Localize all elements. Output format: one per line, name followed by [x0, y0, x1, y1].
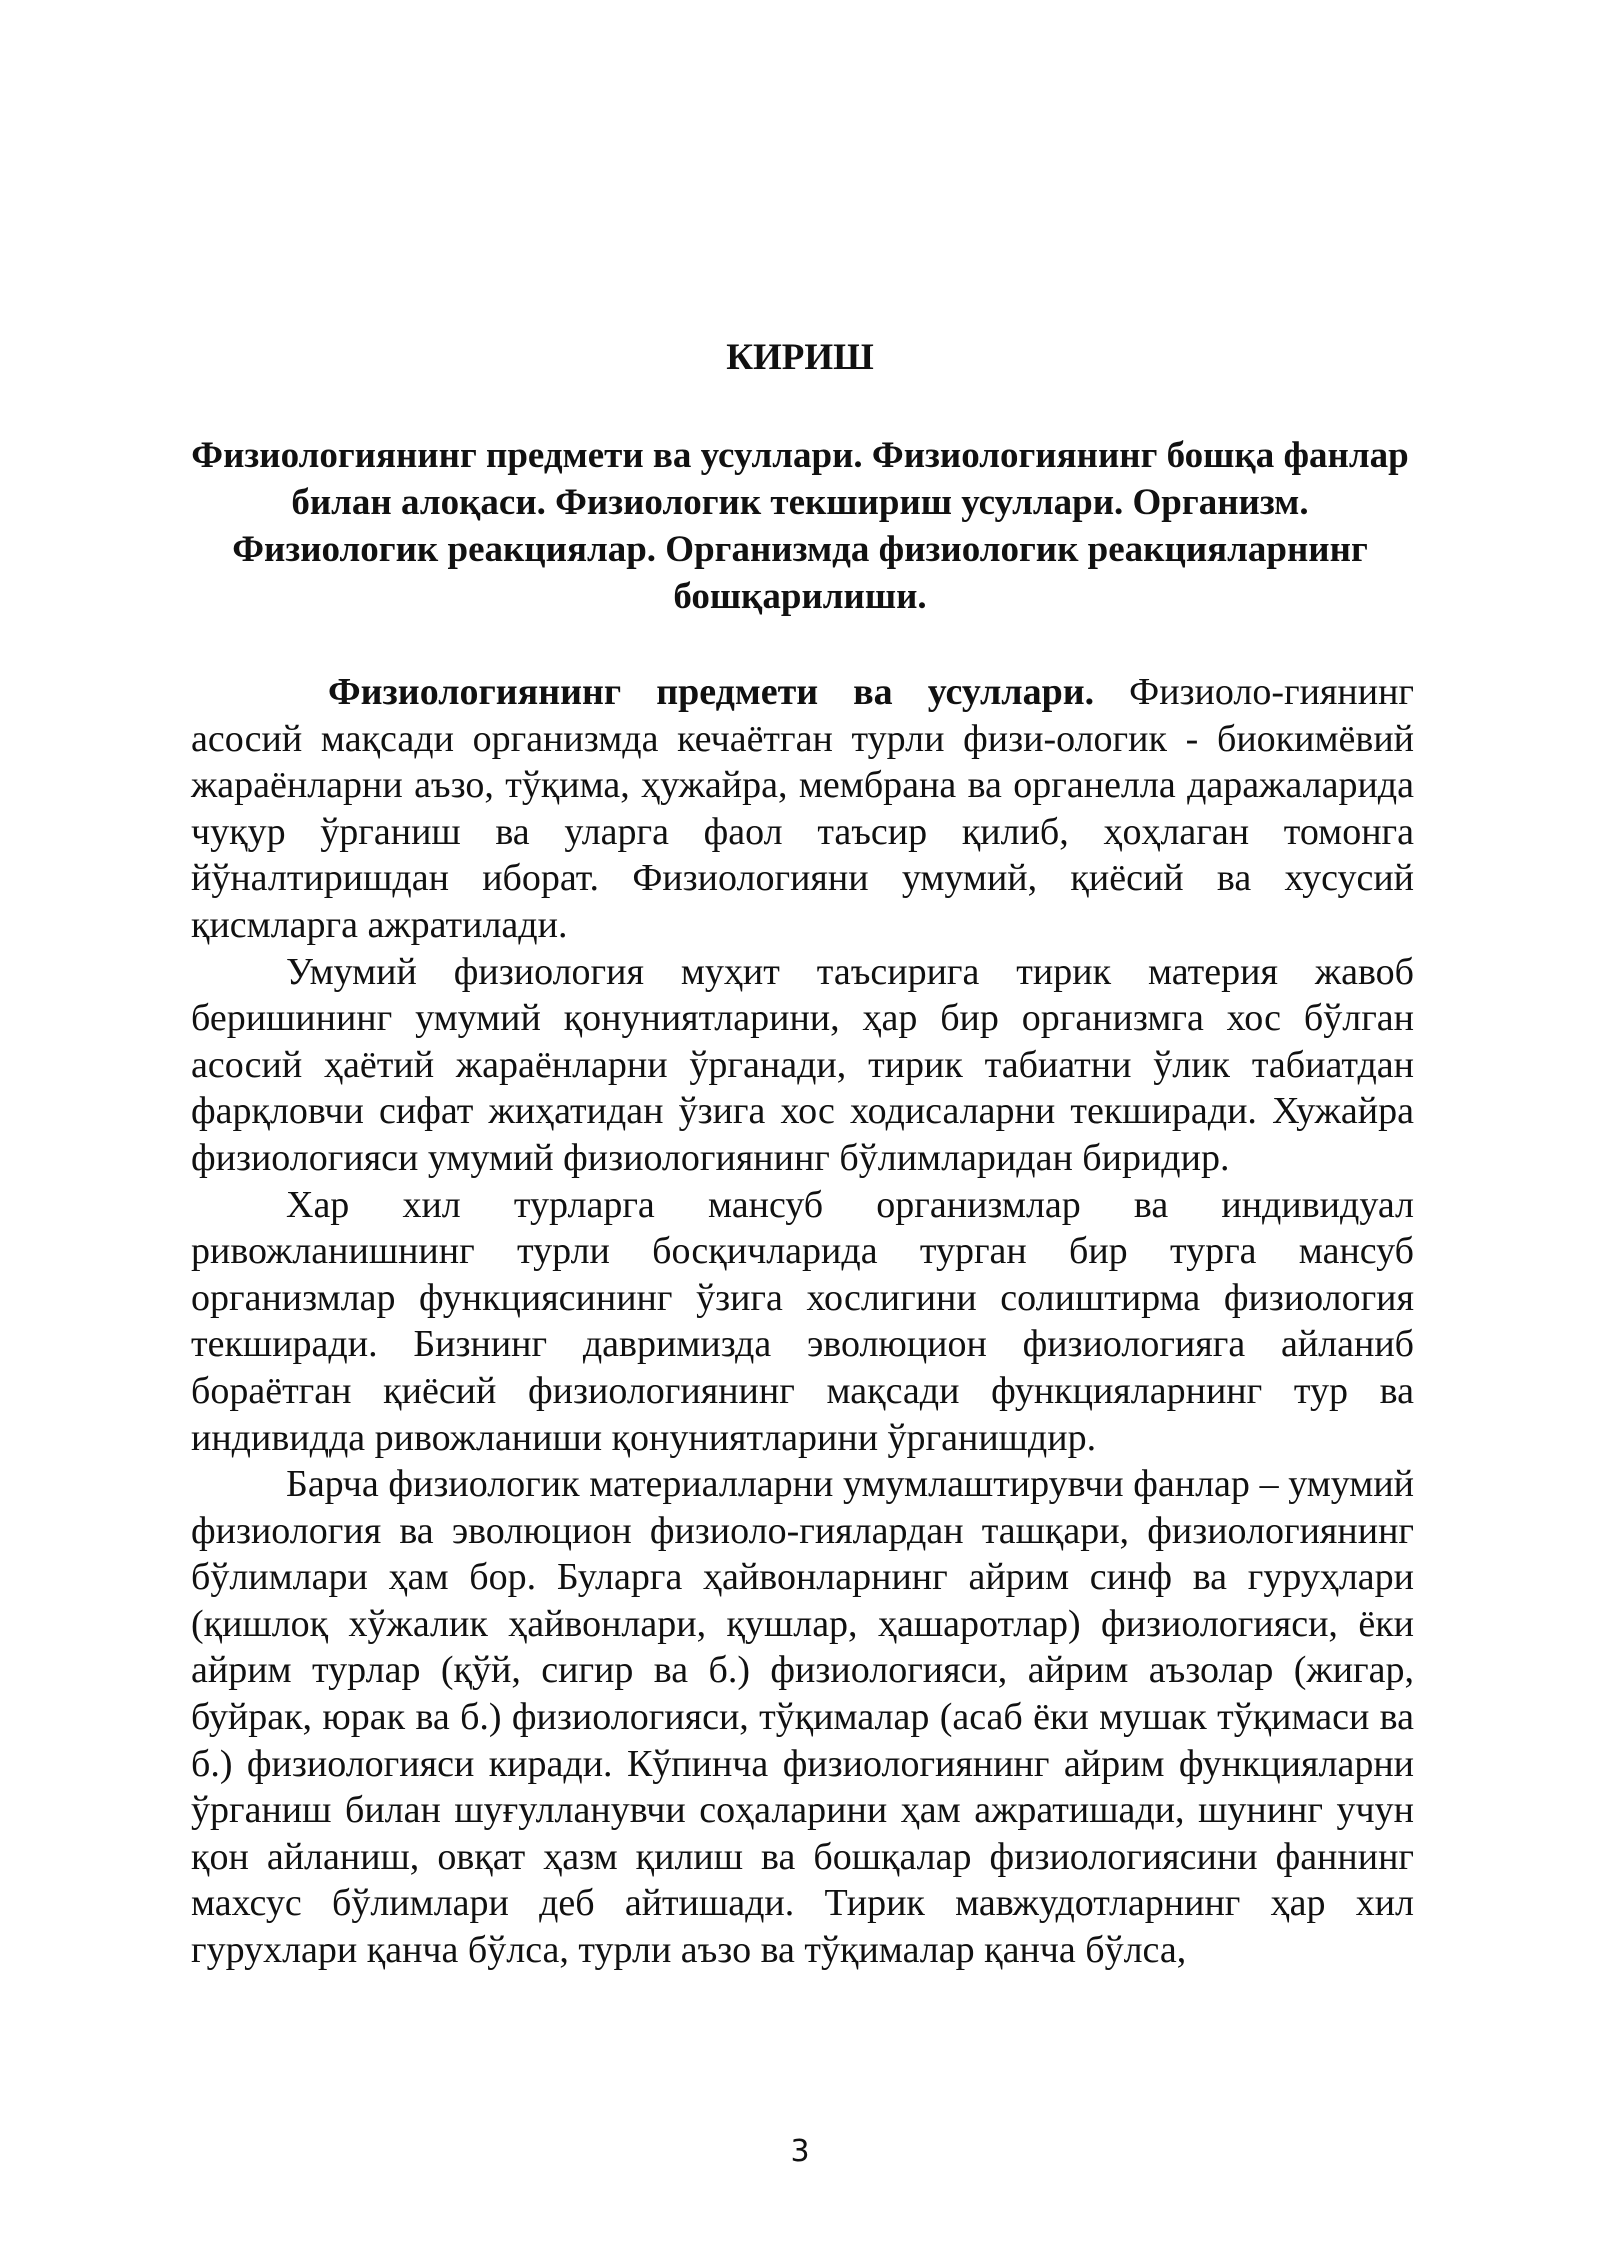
- paragraph-4: Барча физиологик материалларни умумлаштирувчи фанлар – умумий физиология ва эволюцион физиоло-гиялардан ташқари, физиологиянинг бўлимлари ҳам бор. Буларга ҳайвонларнинг айрим синф ва гуруҳлари (қишлоқ хўжалик ҳайвонлари, қушлар, ҳашаротлар) физиологияси, ёки айрим турлар (қўй, сигир ва б.) физиологияси, айрим аъзолар (жигар, буйрак, юрак ва б.) физиологияси, тўқималар (асаб ёки мушак тўқимаси ва б.) физиологияси киради. Кўпинча физиологиянинг айрим функцияларни ўрганиш билан шуғулланувчи соҳаларини ҳам ажратишади, шунинг учун қон айланиш, овқат ҳазм қилиш ва бошқалар физиологиясини фаннинг махсус бўлимлари деб айтишади. Тирик мавжудотларнинг ҳар хил гурухлари қанча бўлса, турли аъзо ва тўқималар қанча бўлса,: [191, 1463, 1414, 1972]
- paragraph-lead: Физиологиянинг предмети ва усуллари.: [328, 671, 1095, 713]
- page-number: 3: [790, 2134, 810, 2169]
- body-text: [191, 669, 1414, 1974]
- paragraph-3: Хар хил турларга мансуб организмлар ва индивидуал ривожланишнинг турли босқичларида турган бир турга мансуб организмлар функциясининг ўзига хослигини солиштирма физиология текширади. Бизнинг давримизда эволюцион физиологияга айланиб бораётган қиёсий физиологиянинг мақсади функцияларнинг тур ва индивидда ривожланиши қонуниятларини ўрганишдир.: [191, 1183, 1414, 1459]
- paragraph-1: [191, 669, 1414, 949]
- page-title: КИРИШ: [726, 337, 874, 378]
- paragraph-2: Умумий физиология муҳит таъсирига тирик материя жавоб беришининг умумий қонуниятларини, ҳар бир организмга хос бўлган асосий ҳаётий жараёнларни ўрганади, тирик табиатни ўлик табиатдан фарқловчи сифат жиҳатидан ўзига хос ходисаларни текширади. Хужайра физиологияси умумий физиологиянинг бўлимларидан биридир.: [191, 950, 1414, 1179]
- section-subtitle: Физиологиянинг предмети ва усуллари. Физиологиянинг бошқа фанлар билан алоқаси. Физиологик текшириш усуллари. Организм. Физиологик реакциялар. Организмда физиологик реакцияларнинг бошқарилиши.: [191, 435, 1409, 617]
- paragraph-text: Физиоло-гиянинг асосий мақсади организмда кечаётган турли физи-ологик - биокимёвий жараёнларни аъзо, тўқима, ҳужайра, мембрана ва органелла даражаларида чуқур ўрганиш ва уларга фаол таъсир қилиб, ҳоҳлаган томонга йўналтиришдан иборат. Физиологияни умумий, қиёсий ва хусусий қисмларга ажратилади.: [191, 671, 1414, 946]
